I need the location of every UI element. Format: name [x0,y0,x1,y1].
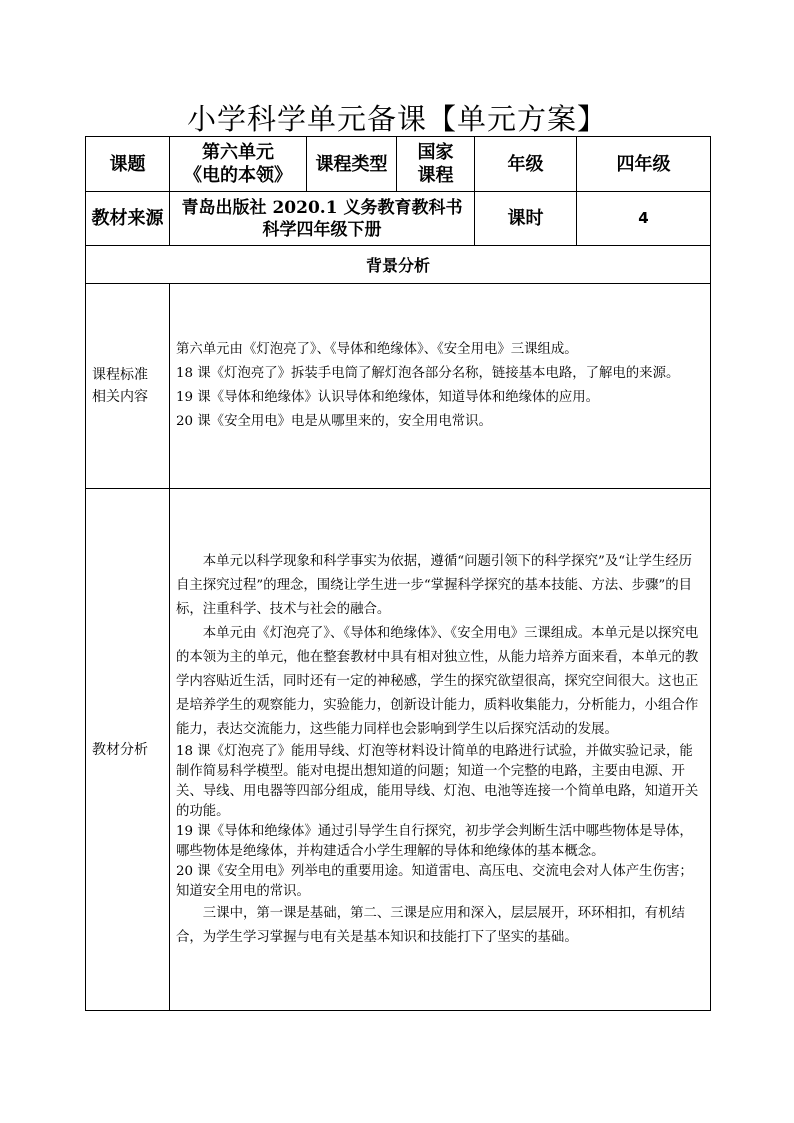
curriculum-row [86,284,711,489]
curriculum-label-line2: 相关内容 [92,389,148,405]
source-label: 教材来源 [86,192,170,246]
analysis-paragraph: 本单元以科学现象和科学事实为依据，遵循“问题引领下的科学探究”及“让学生经历自主探究过程”的理念，围绕让学生进一步“掌握科学探究的基本技能、方法、步骤”的目标，注重科学、技术与社会的融合。 [176,553,693,617]
grade-label: 年级 [475,137,577,192]
curriculum-content [170,284,711,489]
analysis-paragraph: 19 课《导体和绝缘体》通过引导学生自行探究，初步学会判断生活中哪些物体是导体，哪些物体是绝缘体，并构建适合小学生理解的导体和绝缘体的基本概念。 [176,823,693,859]
analysis-paragraph: 20 课《安全用电》列举电的重要用途。知道雷电、高压电、交流电会对人体产生伤害；知道安全用电的常识。 [176,863,693,899]
subject-label: 课题 [86,137,170,192]
curriculum-paragraph: 第六单元由《灯泡亮了》、《导体和绝缘体》、《安全用电》三课组成。 [176,342,578,357]
unit-title: 《电的本领》 [184,165,292,186]
page-title: 小学科学单元备课【单元方案】 [186,102,607,136]
course-type-cell [397,137,475,192]
course-type-line2: 课程 [417,165,454,186]
curriculum-paragraph: 18 课《灯泡亮了》拆装手电筒了解灯泡各部分名称，链接基本电路，了解电的来源。 [176,366,680,381]
analysis-content [170,489,711,1011]
analysis-label: 教材分析 [86,489,170,1011]
analysis-paragraph: 本单元由《灯泡亮了》、《导体和绝缘体》、《安全用电》三课组成。本单元是以探究电的本领为主的单元，他在整套教材中具有相对独立性，从能力培养方面来看，本单元的教学内容贴近生活，同时还有一定的神秘感，学生的探究欲望很高，探究空间很大。这也正是培养学生的观察能力，实验能力，创新设计能力，质料收集能力，分析能力，小组合作能力，表达交流能力，这些能力同样也会影响到学生以后探究活动的发展。 [176,625,699,737]
curriculum-label-line1: 课程标准 [92,367,148,383]
source-line2: 科学四年级下册 [262,219,382,240]
lesson-plan-table [85,136,711,1011]
unit-number: 第六单元 [202,142,274,163]
course-type-label: 课程类型 [307,137,397,192]
course-type-line1: 国家 [417,142,454,163]
source-row [86,192,711,246]
background-section-title: 背景分析 [86,246,711,284]
hours-label: 课时 [475,192,577,246]
background-section-row [86,246,711,284]
analysis-paragraph: 三课中，第一课是基础，第二、三课是应用和深入，层层展开，环环相扣，有机结合，为学生学习掌握与电有关是基本知识和技能打下了坚实的基础。 [176,905,685,945]
curriculum-label [86,284,170,489]
analysis-row [86,489,711,1011]
grade-value: 四年级 [577,137,711,192]
source-line1: 青岛出版社 2020.1 义务教育教科书 [181,197,463,218]
header-row [86,137,711,192]
analysis-paragraph: 18 课《灯泡亮了》能用导线、灯泡等材料设计简单的电路进行试验，并做实验记录，能制作简易科学模型。能对电提出想知道的问题；知道一个完整的电路，主要由电源、开关、导线、用电器等四部分组成，能用导线、灯泡、电池等连接一个简单电路，知道开关的功能。 [176,743,699,819]
source-value-cell [170,192,475,246]
unit-name-cell [170,137,307,192]
hours-value: 4 [577,192,711,246]
curriculum-paragraph: 19 课《导体和绝缘体》认识导体和绝缘体，知道导体和绝缘体的应用。 [176,390,600,405]
curriculum-paragraph: 20 课《安全用电》电是从哪里来的，安全用电常识。 [176,414,492,429]
